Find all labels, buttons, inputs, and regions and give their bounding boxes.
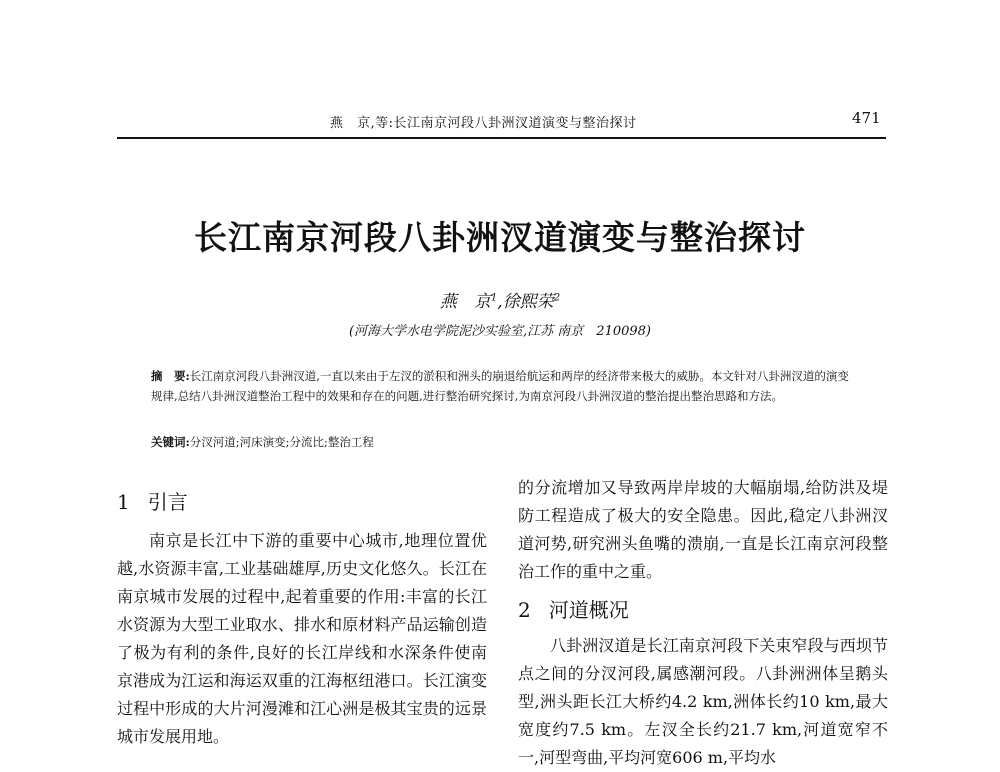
author-2-affiliation-mark: 2 xyxy=(553,292,561,304)
author-1: 燕 京 xyxy=(439,292,491,312)
section-2-number: 2 xyxy=(518,598,531,622)
section-1-title: 引言 xyxy=(147,490,188,514)
right-column xyxy=(518,474,888,586)
abstract xyxy=(151,366,856,406)
author-2: 徐熙荣 xyxy=(502,292,554,312)
section-2-heading xyxy=(518,594,629,623)
paper-title: 长江南京河段八卦洲汊道演变与整治探讨 xyxy=(194,218,806,257)
section-2-title: 河道概况 xyxy=(548,598,629,622)
continuation-paragraph: 的分流增加又导致两岸岸坡的大幅崩塌,给防洪及堤防工程造成了极大的安全隐患。因此,稳定八卦洲汊道河势,研究洲头鱼嘴的溃崩,一直是长江南京河段整治工作的重中之重。 xyxy=(518,478,888,581)
page-number: 471 xyxy=(852,109,881,127)
keywords xyxy=(151,434,856,450)
left-column xyxy=(117,527,487,751)
section-1-number: 1 xyxy=(117,490,130,514)
keywords-text: 分汊河道;河床演变;分流比;整治工程 xyxy=(189,435,374,449)
section-1-paragraph: 南京是长江中下游的重要中心城市,地理位置优越,水资源丰富,工业基础雄厚,历史文化悠久。长江在南京城市发展的过程中,起着重要的作用:丰富的长江水资源为大型工业取水、排水和原材料产品运输创造了极为有利的条件,良好的长江岸线和水深条件使南京港成为江运和海运双重的江海枢纽港口。长江演变过程中形成的大片河漫滩和江心洲是极其宝贵的远景城市发展用地。 xyxy=(117,531,487,746)
header-rule xyxy=(117,137,886,139)
author-separator: , xyxy=(497,292,503,312)
section-2-paragraph: 八卦洲汊道是长江南京河段下关束窄段与西坝节点之间的分汊河段,属感潮河段。八卦洲洲体呈鹅头型,洲头距长江大桥约4.2 km,洲体长约10 km,最大宽度约7.5 km。左汊全长约21.7 km,河道宽窄不一,河型弯曲,平均河宽606 m,平均水 xyxy=(518,636,888,767)
authors xyxy=(0,287,1000,312)
affiliation: (河海大学水电学院泥沙实验室,江苏 南京 210098) xyxy=(348,324,652,339)
running-head: 燕 京,等:长江南京河段八卦洲汊道演变与整治探讨 xyxy=(330,116,637,131)
abstract-label: 摘 要: xyxy=(151,369,190,383)
section-1-heading xyxy=(117,486,188,515)
author-1-affiliation-mark: 1 xyxy=(490,292,498,304)
right-column-section-2 xyxy=(518,632,888,772)
keywords-label: 关键词: xyxy=(151,435,190,449)
abstract-text: 长江南京河段八卦洲汊道,一直以来由于左汊的淤积和洲头的崩退给航运和两岸的经济带来极大的威胁。本文针对八卦洲汊道的演变规律,总结八卦洲汊道整治工程中的效果和存在的问题,进行整治研究探讨,为南京河段八卦洲汊道的整治提出整治思路和方法。 xyxy=(151,369,849,403)
